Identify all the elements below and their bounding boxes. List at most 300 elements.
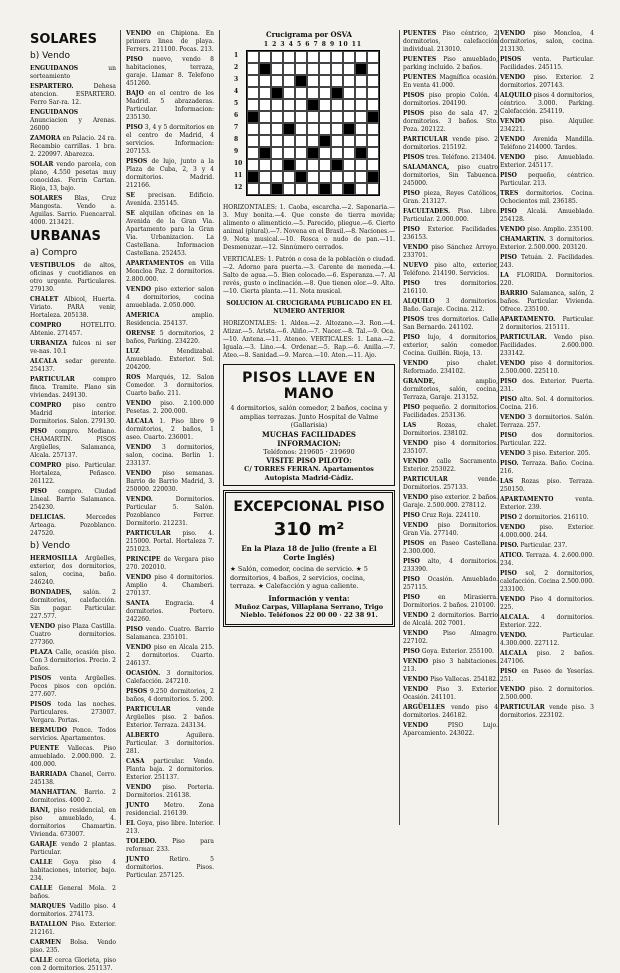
crossword-cell: [331, 99, 343, 111]
classified-ad: VENDO 3 piso. Exterior. 205.: [500, 450, 591, 457]
crossword-cell: [271, 111, 283, 123]
crossword-cell: [283, 87, 295, 99]
crossword-cell: [319, 147, 331, 159]
crossword-cell: [367, 159, 379, 171]
crossword-cell: [295, 183, 307, 195]
classified-ad: PISO compro. Ciudad Lineal. Barrio Salamanca. 254230.: [30, 488, 116, 511]
crossword-row-number: 12: [234, 184, 243, 191]
ad1-info-label: INFORMACION:: [277, 438, 341, 448]
classified-ad: EL Goya, piso libre. Interior. 213.: [126, 820, 214, 835]
crossword-cell: [307, 99, 319, 111]
crossword-cell: [343, 135, 355, 147]
section-heading-solares: SOLARES: [30, 32, 98, 47]
classifieds-column-5: [500, 30, 594, 825]
ad-excepcional-piso: [223, 490, 395, 627]
crossword-cell: [367, 63, 379, 75]
crossword-row-number: 3: [234, 76, 239, 83]
crossword-cell: [331, 147, 343, 159]
classified-ad: VENDO 3 dormitorios, salon, cocina. Berlin 1. 233137.: [126, 444, 214, 467]
crossword-cell: [247, 51, 259, 63]
classified-ad: VENDO piso en Alcala 215. 2 dormitorios. Cuarto. 246137.: [126, 644, 214, 667]
classified-ad: VENDO piso. Exterior. 2 dormitorios. 207143.: [500, 74, 594, 89]
crossword-cell: [331, 171, 343, 183]
classified-ad: PISO. Particular. 237.: [500, 542, 568, 549]
classified-ad: ORENSE 5 dormitorios, 2 baños, Parking. 234220.: [126, 330, 214, 345]
crossword-cell: [295, 51, 307, 63]
classified-ad: FACULTADES. Piso. Libre. Particular. 2.000.000.: [403, 208, 498, 223]
classified-ad: SOLAR vendo parcela, con plano, 4.550 pesetas muy conocidas. Ferrin Cartan. Rioja, 13, bajo.: [30, 161, 116, 192]
crossword-cell: [307, 159, 319, 171]
classified-ad: ALCALA piso. 2 baños. 247106.: [500, 650, 594, 665]
crossword-cell: [319, 123, 331, 135]
crossword-cell: [295, 87, 307, 99]
crossword-cell: [247, 171, 259, 183]
crossword-cell: [259, 123, 271, 135]
crossword-cell: [271, 183, 283, 195]
classified-ad: PISOS de lujo, junto a la Plaza de Cuba, 2, 3 y 4 dormitorios. Madrid. 212166.: [126, 158, 214, 189]
vendo-list: [30, 555, 116, 973]
crossword-cell: [307, 123, 319, 135]
crossword-cell: [295, 111, 307, 123]
classified-ad: PISOS tres. Teléfono. 213404.: [403, 154, 497, 161]
classified-ad: OCASIÓN. 3 dormitorios. Calefacción. 247210.: [126, 670, 214, 685]
crossword-cell: [295, 75, 307, 87]
crossword-row-number: 1: [234, 52, 239, 59]
classified-ad: ZAMORA en Palacio. 24 ra. Recambio carrillas. 1 bra. 2. 220997. Abarezca.: [30, 135, 116, 158]
ad2-features: ★ Salón, comedor, cocina de servicio. ★ 5 dormitorios, 4 baños, 2 servicios, cocina, terraza. ★ Calefacción y agua caliente.: [230, 565, 368, 590]
crossword-row-number: 5: [234, 100, 239, 107]
classified-ad: ATICO. Terraza. 4. 2.600.000. 234.: [500, 552, 594, 567]
ad1-body: 4 dormitorios, salón comedor, 2 baños, cocina y amplias terrazas. Junto Hospital de Valme (Gallarisia): [230, 404, 388, 429]
classified-ad: COMPRO piso centro Madrid interior. Dormitorios. Salon. 279130.: [30, 402, 116, 425]
classified-ad: JUNTO Retiro. 5 dormitorios. Pisos. Particular. 257125.: [126, 856, 214, 879]
classified-ad: TOLEDO. Piso para reformar. 233.: [126, 838, 214, 853]
classified-ad: VENDO piso. Alquiler. 234221.: [500, 118, 594, 133]
center-column: [223, 30, 395, 825]
crossword-cell: [343, 147, 355, 159]
classified-ad: PISO 3, 4 y 5 dormitorios en el centro de Madrid, 4 servicios. Informacion: 207153.: [126, 124, 214, 155]
crossword-cell: [247, 111, 259, 123]
crossword-cell: [259, 183, 271, 195]
classified-ad: PISOS toda las noches. Particulares. 273007. Vergara. Portas.: [30, 701, 116, 724]
crossword-cell: [343, 111, 355, 123]
classified-ad: PISOS piso propio Colón. 4 dormitorios. 204190.: [403, 92, 498, 107]
classified-ad: PISO alto. Sol. 4 dormitorios. Cocina. 216.: [500, 396, 594, 411]
classified-ad: LA FLORIDA. Dormitorios. 220.: [500, 272, 594, 287]
ad2-location: En la Plaza 18 de Julio (frente a El Corte Inglés): [241, 544, 377, 562]
crossword-title: Crucigrama por OSVA: [266, 30, 352, 39]
classified-ad: BARRIADA Chanel, Cerro. 245138.: [30, 771, 116, 786]
classified-ad: VENDO Piso Almagro. 227102.: [403, 630, 498, 645]
classified-ad: PARTICULAR vende piso. 2 dormitorios. 215192.: [403, 136, 498, 151]
classified-ad: ENGUIDANOS un sorteamiento: [30, 65, 116, 80]
crossword-row-number: 11: [234, 172, 243, 179]
crossword-cell: [355, 111, 367, 123]
crossword-cell: [283, 171, 295, 183]
crossword-cell: [259, 51, 271, 63]
crossword-cell: [331, 87, 343, 99]
crossword-row-number: 6: [234, 112, 239, 119]
crossword-cell: [367, 183, 379, 195]
crossword-cell: [355, 99, 367, 111]
crossword-solution-title: SOLUCION AL CRUCIGRAMA PUBLICADO EN EL NUMERO ANTERIOR: [226, 300, 392, 315]
crossword-cell: [343, 87, 355, 99]
classified-ad: PISO 2 dormitorios. 216110.: [500, 514, 589, 521]
classified-ad: COMPRO piso. Particular. Hortaleza, Peñasco. 261122.: [30, 462, 116, 485]
crossword-cell: [343, 183, 355, 195]
crossword-cell: [367, 123, 379, 135]
classified-ad: VENDO piso 3 habitaciones. 213.: [403, 658, 498, 673]
crossword-cell: [367, 87, 379, 99]
crossword-cell: [319, 183, 331, 195]
crossword-cell: [271, 75, 283, 87]
crossword-cell: [259, 171, 271, 183]
classified-ad: CARMEN Bolsa. Vendo piso. 235.: [30, 939, 116, 954]
crossword-row-number: 4: [234, 88, 239, 95]
crossword-cell: [367, 99, 379, 111]
column-5-list: [500, 30, 594, 720]
crossword-cell: [295, 135, 307, 147]
classified-ad: VENDO Avenida Mandilla. Teléfono 214000. Tardes.: [500, 136, 594, 151]
classified-ad: PISO alto, 4 dormitorios. 233390.: [403, 558, 498, 573]
crossword-cell: [307, 183, 319, 195]
classified-ad: PISO compro. Mediano. CHAMARTIN. PISOS Argüelles, Salamanca, Alcala. 257137.: [30, 428, 116, 459]
classified-ad: VENDO Piso 3. Exterior. Ocasión. 241101.: [403, 686, 498, 701]
crossword-cell: [271, 99, 283, 111]
classified-ad: PISO tres dormitorios. 216110.: [403, 280, 498, 295]
classified-ad: PISO pequeño. 2 dormitorios. Facilidades. 253136.: [403, 404, 498, 419]
crossword-cell: [271, 147, 283, 159]
ad1-phones: Teléfonos: 219605 · 219690: [263, 447, 355, 456]
classified-ad: BARRIO Salamanca, salón, 2 baños. Particular. Vivienda. Ofrece. 235100.: [500, 290, 594, 313]
crossword-cell: [283, 111, 295, 123]
crossword-cell: [247, 135, 259, 147]
crossword-row-number: 7: [234, 124, 239, 131]
classified-ad: PISO. Terraza. Baño. Cocina. 216.: [500, 460, 594, 475]
crossword-cell: [319, 51, 331, 63]
crossword-cell: [355, 159, 367, 171]
crossword-cell: [331, 63, 343, 75]
classified-ad: VENDO piso semanas. Barrio de Barrio Madrid, 3. 250000. 220030.: [126, 470, 214, 493]
classified-ad: PARTICULAR compro finca. Tramite. Plano sin viviendas. 249130.: [30, 376, 116, 399]
subheading-vendo: b) Vendo: [30, 51, 71, 61]
classified-ad: VENDO piso. Amueblado. Exterior. 245117.: [500, 154, 594, 169]
crossword-cell: [343, 63, 355, 75]
classified-ad: CASA particular. Vendo. Planta baja. 2 dormitorios. Exterior. 251137.: [126, 758, 214, 781]
crossword-cell: [331, 75, 343, 87]
crossword-solution: HORIZONTALES: 1. Aldea.—2. Altozano.—3. Ron.—4. Atizar.—5. Arista.—6. Aliño.—7. Nacer.—8. Tal.—9. Oca.—10. Antena.—11. Ateneo. VERTICALES: 1. Lana.—2. Iguala.—3. Lino.—4. Ordenar.—5. Rap.—6. Anilla.—7. Ateo.—8. Sanidad.—9. Marca.—10. Aten.—11. Ajo.: [223, 320, 395, 359]
classified-ad: PISO Tetuán. 2. Facilidades. 243.: [500, 254, 594, 269]
classified-ad: VENDO piso Plaza Castilla. Cuatro dormitorios. 277360.: [30, 623, 116, 646]
classified-ad: MARQUES Vadillo piso. 4 dormitorios. 274173.: [30, 903, 116, 918]
classified-ad: BANI, piso residencial, en piso amueblado, 4. dormitorios Chamartin. Vivienda. 673007.: [30, 807, 116, 838]
column-rule: [498, 30, 499, 825]
classified-ad: VENDO piso Sánchez Arroyo. 233701.: [403, 244, 498, 259]
crossword-cell: [331, 135, 343, 147]
classified-ad: PISOS venta Argüelles. Pocos pisos con opción. 277.607.: [30, 675, 116, 698]
crossword-cell: [295, 171, 307, 183]
classified-ad: PISO Alcalá. Amueblado. 254128.: [500, 208, 594, 223]
classified-ad: PISO dos dormitorios. Particular. 222.: [500, 432, 594, 447]
classifieds-column-4: [403, 30, 498, 825]
classified-ad: PISOS tres dormitorios. Calle San Bernardo. 241102.: [403, 316, 498, 331]
classified-ad: SE precisan. Edificio. Avenida. 235145.: [126, 192, 214, 207]
classified-ad: PISO dos. Exterior. Puerta. 231.: [500, 378, 594, 393]
classified-ad: VENDO piso 4 dormitorios. 235107.: [403, 440, 498, 455]
ad1-title: PISOS LLAVE EN MANO: [242, 370, 376, 402]
crossword-cell: [271, 87, 283, 99]
crossword-cell: [355, 147, 367, 159]
crossword-cell: [283, 63, 295, 75]
crossword-cell: [367, 171, 379, 183]
classified-ad: VENDO Piso Vallecas. 254182.: [403, 676, 499, 683]
classified-ad: BATALLON Piso. Exterior. 212161.: [30, 921, 116, 936]
classified-ad: VENDO en Chipiona. En primera linea de playa. Ferrers. 211100. Pocas. 213.: [126, 30, 214, 53]
classified-ad: GRANDE, amplio, dormitorios, salón, cocina, Terraza, Garaje. 213152.: [403, 378, 498, 401]
crossword-cell: [343, 171, 355, 183]
crossword-cell: [331, 111, 343, 123]
classified-ad: PISO en Paseo de Yeserías. 251.: [500, 668, 594, 683]
subheading-vendo-urbanas: b) Vendo: [30, 541, 71, 551]
crossword-cell: [307, 147, 319, 159]
classified-ad: ROS Marqués, 12. Salon Comedor. 3 dormitorios. Cuarto baño. 211.: [126, 374, 214, 397]
column-2-list: [126, 30, 214, 880]
crossword-cell: [283, 159, 295, 171]
crossword-cell: [259, 63, 271, 75]
crossword-cell: [295, 159, 307, 171]
crossword-cell: [247, 75, 259, 87]
ad1-address: C/ TORRES FERRAN. Apartamentos Autopista Madrid-Cádiz.: [244, 465, 374, 482]
crossword-cell: [355, 183, 367, 195]
classified-ad: VENDO piso Dormitorios. Gran Vía. 277140.: [403, 522, 498, 537]
ad-pisos-llave-en-mano: [223, 364, 395, 486]
classified-ad: LAS Rozas, chalet. Dormitorios. 238102.: [403, 422, 498, 437]
classified-ad: VENDO PISO Lujo. Aparcamiento. 243022.: [403, 722, 498, 737]
crossword-cell: [319, 99, 331, 111]
crossword-cell: [319, 75, 331, 87]
crossword-row-number: 2: [234, 64, 239, 71]
crossword-cell: [319, 159, 331, 171]
crossword-cell: [355, 123, 367, 135]
crossword-row-numbers: [234, 50, 244, 194]
classified-ad: VENDO calle Sacramento. Exterior. 253022.: [403, 458, 498, 473]
classified-ad: CHAMARTIN. 3 dormitorios. Exterior. 2.500.000. 203120.: [500, 236, 594, 251]
classified-ad: ALQUILO 3 dormitorios. Baño. Garaje. Cocina. 212.: [403, 298, 498, 313]
classified-ad: VENDO piso. Amplio. 235100.: [500, 226, 594, 233]
ad1-facilidades: MUCHAS FACILIDADES: [262, 429, 356, 439]
crossword-cell: [331, 183, 343, 195]
crossword-cell: [295, 123, 307, 135]
crossword-cell: [343, 75, 355, 87]
crossword-row-number: 10: [234, 160, 243, 167]
classified-ad: PISO sol, 2 dormitorios, calefacción. Cocina 2.500.000. 233100.: [500, 570, 594, 593]
classified-ad: CALLE cerca Glorieta, piso con 2 dormitorios. 251137.: [30, 957, 116, 972]
classified-ad: VENDO piso 4 dormitorios. 2.500.000. 225110.: [500, 360, 594, 375]
crossword-cell: [343, 123, 355, 135]
crossword-cell: [283, 147, 295, 159]
crossword-cell: [271, 123, 283, 135]
classified-ad: URBANIZA fulcos ni ser ve-nas. 10.1: [30, 340, 116, 355]
crossword-cell: [307, 75, 319, 87]
crossword-cell: [367, 75, 379, 87]
column-rule: [399, 30, 400, 825]
classified-ad: SE alquilan oficinas en la Avenida de la Gran Via. Apartamento para la Gran Via. Urbanizacion. La Castellana. Informacion Castellana. 252453.: [126, 210, 214, 257]
classified-ad: VENDO piso. Porteria. Dormitorios. 216138.: [126, 784, 214, 799]
classified-ad: SALAMANCA, piso cuatro dormitorios, Sin Tabuenca. 245000.: [403, 164, 498, 187]
classified-ad: VENDO piso Moncloa, 4 dormitorios, salon, cocina. 213130.: [500, 30, 594, 53]
crossword-cell: [343, 99, 355, 111]
crossword-cell: [355, 63, 367, 75]
classified-ad: ARGÜELLES vendo piso 4 dormitorios. 246182.: [403, 704, 498, 719]
ad1-visit: VISITE PISO PILOTO:: [266, 456, 352, 465]
crossword-cell: [295, 147, 307, 159]
crossword-cell: [259, 159, 271, 171]
crossword-cell: [307, 171, 319, 183]
crossword-cell: [271, 135, 283, 147]
crossword-horizontales: HORIZONTALES: 1. Caoba, escarcha.—2. Saponaria.—3. Muy bonita.—4. Que conste de tierra movida; alimento o alimenticio.—5. Parecido, pliegue.—6. Cierto animal (plural).—7. Novena en el Brasil.—8. Naciones.—9. Nota musical.—10. Rosca o nudo de pan.—11. Desmenuzar.—12. Sinnúmero cerrados.: [223, 204, 395, 251]
classified-ad: ALQUILO pisos 4 dormitorios, céntrico. 3.000. Parking. Calefacción. 254119.: [500, 92, 595, 115]
classified-ad: LUZ Mendizabal. Amueblado. Exterior. Sol. 204200.: [126, 348, 214, 371]
classified-ad: VENDO piso exterior salon 4 dormitorios, cocina amueblada. 2.050.000.: [126, 286, 214, 309]
crossword-cell: [259, 147, 271, 159]
crossword-cell: [247, 183, 259, 195]
classified-ad: DELICIAS. Mercedes Arteaga. Pozoblanco. 247520.: [30, 514, 116, 537]
classified-ad: PARTICULAR vende. Dormitorios. 257133.: [403, 476, 498, 491]
crossword-cell: [343, 159, 355, 171]
classified-ad: VESTIBULOS de altos, oficinas y cuotidianos en otro urgente. Particulares. 279130.: [30, 262, 116, 293]
crossword-cell: [283, 51, 295, 63]
crossword-cell: [307, 63, 319, 75]
subheading-compro: a) Compro: [30, 248, 78, 258]
crossword-cell: [247, 123, 259, 135]
crossword-cell: [319, 171, 331, 183]
classified-ad: CALLE General Mola. 2 baños.: [30, 885, 116, 900]
crossword-cell: [355, 75, 367, 87]
classified-ad: PRINCIPE de Vergara piso 270. 202010.: [126, 556, 214, 571]
crossword-column-numbers: 1 2 3 4 5 6 7 8 9 10 11: [263, 41, 363, 48]
classified-ad: VENDO piso. 2.100.000 Pesetas. 2. 200.000.: [126, 400, 214, 415]
classified-ad: VENDO piso. Exterior. 4.000.000. 244.: [500, 524, 594, 539]
column-rule: [219, 30, 220, 825]
crossword-row-number: 9: [234, 148, 239, 155]
classified-ad: GARAJE vendo 2 plantas. Particular.: [30, 841, 116, 856]
crossword-cell: [319, 111, 331, 123]
classified-ad: PUENTES Magnífica ocasión. En venta 41.000.: [403, 74, 498, 89]
crossword-row-number: 8: [234, 136, 239, 143]
crossword-cell: [295, 99, 307, 111]
classified-ad: VENDO Piso 4 dormitorios. 225.: [500, 596, 594, 611]
classified-ad: PISO Exterior. Facilidades. 236153.: [403, 226, 498, 241]
crossword-cell: [271, 51, 283, 63]
crossword-cell: [259, 135, 271, 147]
crossword-puzzle: [234, 50, 384, 200]
crossword-cell: [247, 99, 259, 111]
crossword-cell: [319, 87, 331, 99]
crossword-cell: [331, 51, 343, 63]
classified-ad: VENDO. Particular. 4.300.000. 227112.: [500, 632, 594, 647]
crossword-cell: [355, 87, 367, 99]
classified-ad: PLAZA Calle, ocasión piso. Con 3 dormitorios. Precio. 2 baños.: [30, 649, 116, 672]
crossword-cell: [247, 147, 259, 159]
crossword-cell: [271, 159, 283, 171]
classified-ad: HERMOSILLA Argüelles, exterior, dos dormitorios, salon, cocina, baño. 246240.: [30, 555, 116, 586]
classifieds-column-1: [30, 30, 116, 972]
classified-ad: PARTICULAR vende piso. 3 dormitorios. 223102.: [500, 704, 594, 719]
crossword-cell: [247, 159, 259, 171]
crossword-cell: [307, 135, 319, 147]
crossword-cell: [331, 159, 343, 171]
classified-ad: PUENTES Piso amueblado, parking incluido. 2 baños.: [403, 56, 498, 71]
classified-ad: VENDO 2 dormitorios. Barrio de Alcalá. 202 7001.: [403, 612, 498, 627]
classified-ad: PISO vendo. Cuatro. Barrio Salamanca. 235101.: [126, 626, 214, 641]
crossword-cell: [319, 63, 331, 75]
classified-ad: PARTICULAR piso. 4. 215000. Portal. Hortaleza 7. 251023.: [126, 530, 214, 553]
crossword-verticales: VERTICALES: 1. Patrón o cosa de la población o ciudad.—2. Adorno para puerta.—3. Carente de moneda.—4. Salto de agua.—5. Bien colocado.—6. Esperanza.—7. Al revés, gusto o inclinación.—8. Que tienen olor.—9. Alto.—10. Cierta planta.—11. Nota musical.: [223, 256, 395, 295]
section-heading-urbanas: URBANAS: [30, 229, 101, 244]
classified-ad: PISO Cruz Roja. 224110.: [403, 512, 481, 519]
classified-ad: PISOS 9.250 dormitorios, 2 baños, 4 dormitorios. 5. 200.: [126, 688, 214, 703]
classified-ad: PUENTE Vallecas. Piso amueblado. 2.000.000. 2. 400.000.: [30, 745, 116, 768]
classified-ad: ESPARTERO. Dehesa atencion. ESPARTERO. Ferro Sar-ra. 12.: [30, 83, 116, 106]
crossword-cell: [247, 87, 259, 99]
crossword-cell: [367, 135, 379, 147]
crossword-cell: [247, 63, 259, 75]
classified-ad: VENDO piso chalet. Reformado. 234102.: [403, 360, 498, 375]
crossword-cell: [367, 147, 379, 159]
classified-ad: PISO lujo, 4 dormitorios, exterior, salón comedor. Cocina. Guillén. Rioja, 13.: [403, 334, 498, 357]
classified-ad: BONDADES, salón. 2 dormitorios, calefacción. Sin pagar. Particular. 227.577.: [30, 589, 116, 620]
crossword-cell: [307, 111, 319, 123]
classified-ad: CALLE Goya piso 4 habitaciones, interior, bajo. 234.: [30, 859, 116, 882]
classified-ad: AMERICA amplio. Residencia. 254137.: [126, 312, 214, 327]
crossword-cell: [271, 171, 283, 183]
classified-ad: VENDO piso exterior. 2 baños. Garaje. 2.500.000. 278112.: [403, 494, 498, 509]
classified-ad: APARTAMENTO venta. Exterior. 239.: [500, 496, 594, 511]
classified-ad: PISOS venta. Particular. Facilidades. 245115.: [500, 56, 594, 71]
crossword-cell: [283, 135, 295, 147]
crossword-cell: [367, 111, 379, 123]
classified-ad: BERMUDO Ponce. Todos servicios. Apartamentos.: [30, 727, 116, 742]
crossword-cell: [319, 135, 331, 147]
crossword-grid: [246, 50, 380, 196]
classified-ad: LAS Rozas piso. Terraza. 250150.: [500, 478, 594, 493]
classified-ad: VENDO. Dormitorios. Particular 5. Salón. Pozoblanco Ferrer. Dormitorio. 212231.: [126, 496, 214, 527]
crossword-cell: [367, 51, 379, 63]
crossword-cell: [307, 87, 319, 99]
classified-ad: PISOS piso de sala 47. 2 dormitorios. 3 baños. Sto. Poza. 202122.: [403, 110, 498, 133]
crossword-cell: [271, 63, 283, 75]
classified-ad: ALCALA 1. Piso libre 9 dormitorios, 2 baños, 1 aseo. Cuarto. 236001.: [126, 418, 214, 441]
crossword-cell: [283, 123, 295, 135]
classifieds-column-2: [126, 30, 214, 879]
classified-ad: ALBERTO Aguilera. Particular. 3 dormitorios. 281.: [126, 732, 214, 755]
solares-list: [30, 65, 116, 227]
classified-ad: SANTA Engracia. 4 dormitorios. Portero. 242260.: [126, 600, 214, 623]
classified-ad: CHALET Albicol, Huerta. Viriato. PARA venir, Hortaleza. 205138.: [30, 296, 116, 319]
ad2-contact: Muñoz Carpas, Villaplana Serrano, Trigo Nieblo. Teléfonos 22 00 00 · 22 38 91.: [234, 602, 384, 619]
crossword-cell: [355, 171, 367, 183]
classified-ad: PISO nuevo, vendo 8 habitaciones, terraza, garaje. Llamar 8. Telefono 451260.: [126, 56, 214, 87]
classified-ad: BAJO en el centro de los Madrid. 5 abrazaderas. Particular. Informacion: 235130.: [126, 90, 214, 121]
classified-ad: ALCALA. 4 dormitorios. Exterior. 222.: [500, 614, 594, 629]
crossword-cell: [259, 75, 271, 87]
classified-ad: ENGUIDANOS Anunciacion y Arenas. 26000: [30, 109, 116, 132]
classified-ad: VENDO 3 dormitorios. Salón. Terraza. 257.: [500, 414, 594, 429]
classified-ad: MANHATTAN. Barrio. 2 dormitorios. 4000 2.: [30, 789, 116, 804]
classified-ad: PISO en Mirasierra. Dormitorios. 2 baños. 210100.: [403, 594, 498, 609]
crossword-cell: [295, 63, 307, 75]
classified-ad: PISO Ocasión. Amueblado. 257115.: [403, 576, 498, 591]
